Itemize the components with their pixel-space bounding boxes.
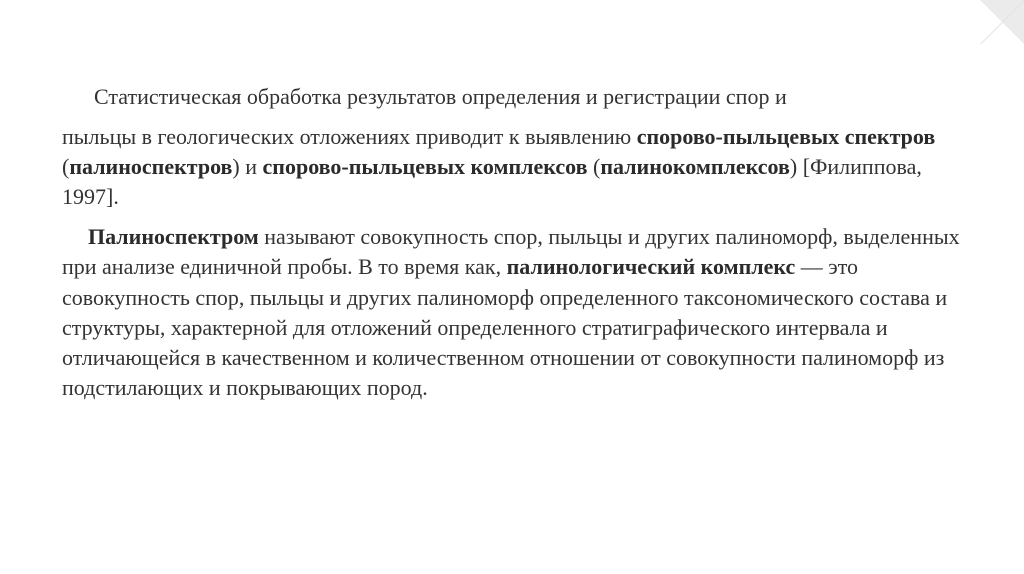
term-palynospectra: палиноспектров bbox=[69, 154, 233, 179]
term-spore-pollen-spectra: спорово-пыльцевых спектров bbox=[636, 124, 936, 149]
term-palynospectrum: Палиноспектром bbox=[88, 224, 259, 249]
paragraph-1-text: пыльцы в геологических отложениях приводит к выявлению bbox=[62, 124, 637, 149]
paragraph-2-text: называют совокупность спор, пыльцы и других палиноморф, выделенных при анализе единичной пробы. В то время как, bbox=[62, 224, 960, 280]
paragraph-1-text: ( bbox=[62, 154, 70, 179]
paragraph-statistical-processing bbox=[62, 80, 982, 212]
paragraph-1-text: ( bbox=[587, 154, 601, 179]
term-palynological-complex: палинологический комплекс bbox=[506, 254, 796, 280]
paragraph-2-text: — это совокупность спор, пыльцы и других палиноморф определенного таксономического состава и структуры, характерной для отложений определенного стратиграфического интервала и отличающейся в качественном и количественном отношении от совокупности палиноморф из подстилающих и покрывающих пород. bbox=[62, 254, 948, 401]
term-spore-pollen-complexes: спорово-пыльцевых комплексов bbox=[262, 154, 588, 179]
paragraph-1-first-line: Статистическая обработка результатов определения и регистрации спор и bbox=[94, 84, 787, 109]
paragraph-palynospectrum-definition bbox=[62, 222, 982, 404]
paragraph-1-continuation bbox=[62, 122, 982, 212]
paragraph-1-citation: ) [Филиппова, 1997]. bbox=[62, 154, 922, 209]
term-palynocomplexes: палинокомплексов bbox=[600, 154, 790, 179]
paragraph-1-text: ) и bbox=[232, 154, 263, 179]
